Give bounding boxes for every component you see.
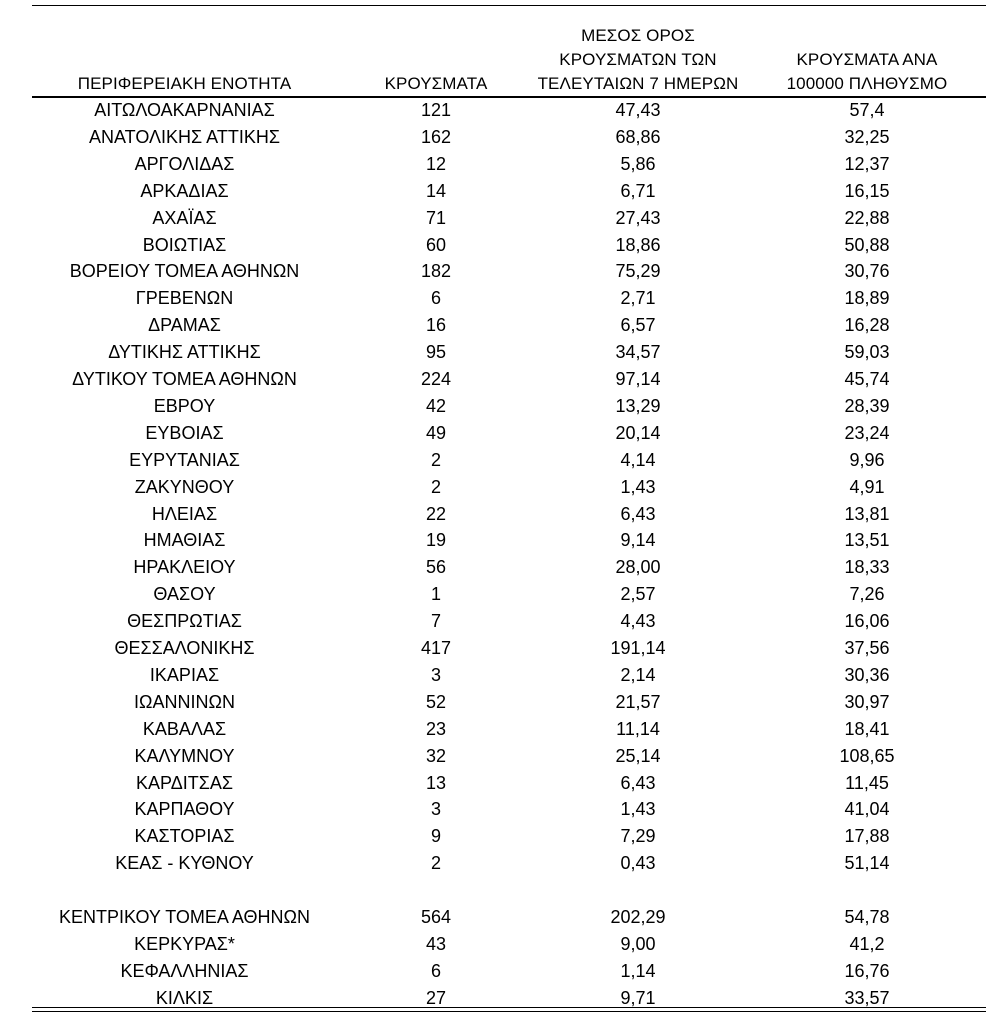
cell-region: ΚΑΣΤΟΡΙΑΣ (134, 826, 235, 847)
cell-region: ΙΩΑΝΝΙΝΩΝ (134, 691, 235, 712)
table-row (0, 339, 986, 366)
cell-region: ΔΥΤΙΚΗΣ ΑΤΤΙΚΗΣ (108, 342, 261, 363)
cell-avg7: 18,86 (615, 234, 661, 255)
table-row (0, 823, 986, 850)
table-row (0, 796, 986, 823)
cell-per100k: 7,26 (849, 584, 885, 605)
cell-avg7: 1,43 (620, 476, 656, 497)
table-row (0, 205, 986, 232)
cell-cases: 22 (425, 503, 447, 524)
cell-per100k: 13,51 (844, 530, 890, 551)
cell-avg7: 6,43 (620, 503, 656, 524)
cell-avg7: 27,43 (615, 207, 661, 228)
cell-region: ΚΕΦΑΛΛΗΝΙΑΣ (120, 960, 249, 981)
cell-cases: 3 (430, 664, 441, 685)
cell-per100k: 50,88 (844, 234, 890, 255)
table-row (0, 635, 986, 662)
table-row (0, 554, 986, 581)
cell-avg7: 6,43 (620, 772, 656, 793)
cell-per100k: 16,15 (844, 180, 890, 201)
cell-cases: 417 (420, 638, 452, 658)
cell-per100k: 23,24 (844, 422, 890, 443)
cell-avg7: 25,14 (615, 745, 661, 766)
cell-avg7: 97,14 (615, 369, 661, 389)
cell-avg7: 6,71 (620, 180, 656, 201)
cell-cases: 13 (425, 772, 447, 793)
cell-avg7: 0,43 (620, 853, 656, 874)
cell-avg7: 34,57 (615, 342, 661, 363)
cell-avg7: 7,29 (620, 826, 656, 847)
cell-per100k: 17,88 (844, 826, 890, 847)
cell-region: ΔΡΑΜΑΣ (148, 315, 221, 336)
cell-avg7: 4,43 (620, 611, 656, 632)
cell-per100k: 30,76 (844, 261, 890, 282)
cell-avg7: 4,14 (620, 449, 656, 470)
table-row (0, 662, 986, 689)
cell-cases: 564 (420, 907, 452, 927)
cell-cases: 224 (420, 369, 452, 389)
table-row (0, 447, 986, 474)
table-row (0, 420, 986, 447)
table-top-border (32, 5, 986, 6)
cell-per100k: 16,28 (844, 315, 890, 336)
header-avg7-line: ΜΕΣΟΣ ΟΡΟΣ (581, 26, 695, 45)
table-row (0, 716, 986, 743)
table-row (0, 904, 986, 931)
table-bottom-border-double (32, 1011, 986, 1012)
cell-avg7: 5,86 (620, 153, 656, 174)
cell-region: ΚΕΑΣ - ΚΥΘΝΟΥ (115, 853, 254, 874)
cell-per100k: 12,37 (844, 153, 890, 174)
header-avg7 (527, 24, 749, 96)
cell-avg7: 191,14 (610, 638, 666, 658)
cell-region: ΚΕΝΤΡΙΚΟΥ ΤΟΜΕΑ ΑΘΗΝΩΝ (58, 907, 310, 927)
cell-region: ΚΑΒΑΛΑΣ (142, 718, 227, 739)
cell-cases: 3 (430, 799, 441, 820)
cell-region: ΑΡΓΟΛΙΔΑΣ (134, 153, 235, 174)
cell-avg7: 20,14 (615, 422, 661, 443)
cell-per100k: 32,25 (844, 126, 890, 147)
cell-avg7: 9,71 (620, 987, 656, 1008)
table-row (0, 366, 986, 393)
cell-region: ΚΑΡΠΑΘΟΥ (134, 799, 235, 820)
cell-per100k: 59,03 (844, 342, 890, 363)
cell-cases: 56 (425, 557, 447, 578)
cell-region: ΑΧΑΪΑΣ (152, 207, 217, 228)
cell-cases: 2 (430, 853, 441, 874)
header-per100k-line: 100000 ΠΛΗΘΥΣΜΟ (786, 74, 948, 93)
header-per100k-line: ΚΡΟΥΣΜΑΤΑ ΑΝΑ (796, 50, 938, 69)
cell-per100k: 11,45 (845, 772, 889, 793)
cell-avg7: 2,71 (620, 288, 656, 309)
cell-region: ΙΚΑΡΙΑΣ (149, 664, 220, 685)
cell-region: ΘΑΣΟΥ (153, 584, 216, 605)
cell-region: ΗΛΕΙΑΣ (151, 503, 218, 524)
cell-avg7: 11,14 (616, 718, 660, 739)
cell-per100k: 30,97 (844, 691, 890, 712)
cell-cases: 23 (425, 718, 447, 739)
cell-region: ΒΟΙΩΤΙΑΣ (142, 234, 227, 255)
header-avg7-line: ΚΡΟΥΣΜΑΤΩΝ ΤΩΝ (559, 50, 717, 69)
cell-cases: 49 (425, 422, 447, 443)
table-bottom-border (32, 1007, 986, 1008)
cell-per100k: 41,04 (844, 799, 890, 820)
cell-avg7: 13,29 (615, 395, 661, 416)
cell-avg7: 75,29 (615, 261, 661, 282)
cell-per100k: 30,36 (844, 664, 890, 685)
header-cases (380, 72, 492, 96)
cell-region: ΑΙΤΩΛΟΑΚΑΡΝΑΝΙΑΣ (94, 100, 275, 120)
cell-cases: 16 (425, 315, 447, 336)
cell-cases: 6 (430, 288, 441, 309)
cell-avg7: 9,14 (620, 530, 656, 551)
cell-cases: 2 (430, 449, 441, 470)
cell-cases: 121 (420, 100, 452, 120)
cell-region: ΗΡΑΚΛΕΙΟΥ (133, 557, 236, 578)
header-per100k (758, 48, 976, 96)
cell-per100k: 16,76 (844, 960, 890, 981)
cell-region: ΓΡΕΒΕΝΩΝ (135, 288, 234, 309)
table-row (0, 97, 986, 124)
cell-per100k: 18,41 (844, 718, 890, 739)
cell-avg7: 2,14 (620, 664, 656, 685)
cell-per100k: 41,2 (849, 933, 885, 954)
cell-avg7: 68,86 (615, 126, 661, 147)
table-row (0, 527, 986, 554)
header-region (32, 72, 337, 96)
cell-avg7: 47,43 (615, 100, 661, 120)
table-row (0, 258, 986, 285)
cell-region: ΔΥΤΙΚΟΥ ΤΟΜΕΑ ΑΘΗΝΩΝ (72, 369, 297, 389)
cell-per100k: 9,96 (849, 449, 885, 470)
cell-region: ΚΑΛΥΜΝΟΥ (134, 745, 235, 766)
cell-cases: 27 (425, 987, 447, 1008)
cell-region: ΑΡΚΑΔΙΑΣ (140, 180, 229, 201)
cell-region: ΕΥΒΟΙΑΣ (145, 422, 224, 443)
cell-avg7: 9,00 (620, 933, 656, 954)
cell-avg7: 1,43 (620, 799, 656, 820)
table-row (0, 850, 986, 877)
cell-per100k: 108,65 (839, 745, 895, 766)
cell-cases: 12 (425, 153, 447, 174)
table-row (0, 931, 986, 958)
cell-cases: 1 (430, 584, 441, 605)
table-row (0, 124, 986, 151)
table-row (0, 285, 986, 312)
cell-per100k: 4,91 (849, 476, 885, 497)
cell-per100k: 51,14 (844, 853, 890, 874)
cell-per100k: 18,89 (844, 288, 890, 309)
cell-per100k: 16,06 (844, 611, 890, 632)
header-cases-line: ΚΡΟΥΣΜΑΤΑ (384, 74, 488, 93)
cell-per100k: 22,88 (844, 207, 890, 228)
cell-cases: 162 (420, 126, 452, 147)
cell-region: ΘΕΣΠΡΩΤΙΑΣ (127, 611, 242, 632)
table-row (0, 581, 986, 608)
table-row (0, 312, 986, 339)
cell-cases: 42 (425, 395, 447, 416)
cell-cases: 52 (425, 691, 447, 712)
table-row (0, 689, 986, 716)
cell-cases: 71 (425, 207, 447, 228)
cell-cases: 6 (430, 960, 441, 981)
cell-cases: 43 (425, 933, 447, 954)
table-row (0, 770, 986, 797)
cell-avg7: 21,57 (615, 691, 661, 712)
table-row (0, 178, 986, 205)
cell-avg7: 202,29 (610, 907, 666, 927)
table-row (0, 474, 986, 501)
cell-cases: 19 (425, 530, 447, 551)
cell-cases: 14 (425, 180, 447, 201)
cell-cases: 32 (425, 745, 447, 766)
cell-avg7: 2,57 (620, 584, 656, 605)
cell-region: ΑΝΑΤΟΛΙΚΗΣ ΑΤΤΙΚΗΣ (89, 126, 280, 147)
cell-per100k: 18,33 (844, 557, 890, 578)
cell-region: ΖΑΚΥΝΘΟΥ (134, 476, 235, 497)
cell-region: ΕΥΡΥΤΑΝΙΑΣ (129, 449, 240, 470)
cell-per100k: 54,78 (844, 907, 890, 927)
cell-region: ΚΑΡΔΙΤΣΑΣ (136, 772, 233, 793)
table-row (0, 608, 986, 635)
table-row (0, 232, 986, 259)
cell-region: ΚΙΛΚΙΣ (155, 987, 214, 1008)
cell-per100k: 28,39 (844, 395, 890, 416)
cell-region: ΚΕΡΚΥΡΑΣ* (134, 933, 235, 954)
table-row (0, 393, 986, 420)
cell-region: ΕΒΡΟΥ (153, 395, 216, 416)
table-row (0, 501, 986, 528)
cell-cases: 60 (425, 234, 447, 255)
cell-region: ΗΜΑΘΙΑΣ (143, 530, 226, 551)
cell-region: ΘΕΣΣΑΛΟΝΙΚΗΣ (114, 638, 255, 658)
cell-per100k: 37,56 (844, 638, 890, 658)
table-row (0, 958, 986, 985)
cell-region: ΒΟΡΕΙΟΥ ΤΟΜΕΑ ΑΘΗΝΩΝ (69, 261, 300, 282)
cell-per100k: 13,81 (844, 503, 890, 524)
cell-avg7: 1,14 (620, 960, 656, 981)
table-row (0, 151, 986, 178)
table-row (0, 743, 986, 770)
cell-cases: 95 (425, 342, 447, 363)
cell-cases: 2 (430, 476, 441, 497)
cell-per100k: 45,74 (844, 369, 890, 389)
cell-cases: 182 (420, 261, 452, 282)
cell-per100k: 33,57 (844, 987, 890, 1008)
cell-cases: 7 (430, 611, 441, 632)
header-avg7-line: ΤΕΛΕΥΤΑΙΩΝ 7 ΗΜΕΡΩΝ (537, 74, 739, 93)
cell-avg7: 6,57 (620, 315, 656, 336)
cell-avg7: 28,00 (615, 557, 661, 578)
cell-cases: 9 (430, 826, 441, 847)
cell-per100k: 57,4 (849, 100, 885, 120)
header-region-line: ΠΕΡΙΦΕΡΕΙΑΚΗ ΕΝΟΤΗΤΑ (77, 74, 292, 93)
